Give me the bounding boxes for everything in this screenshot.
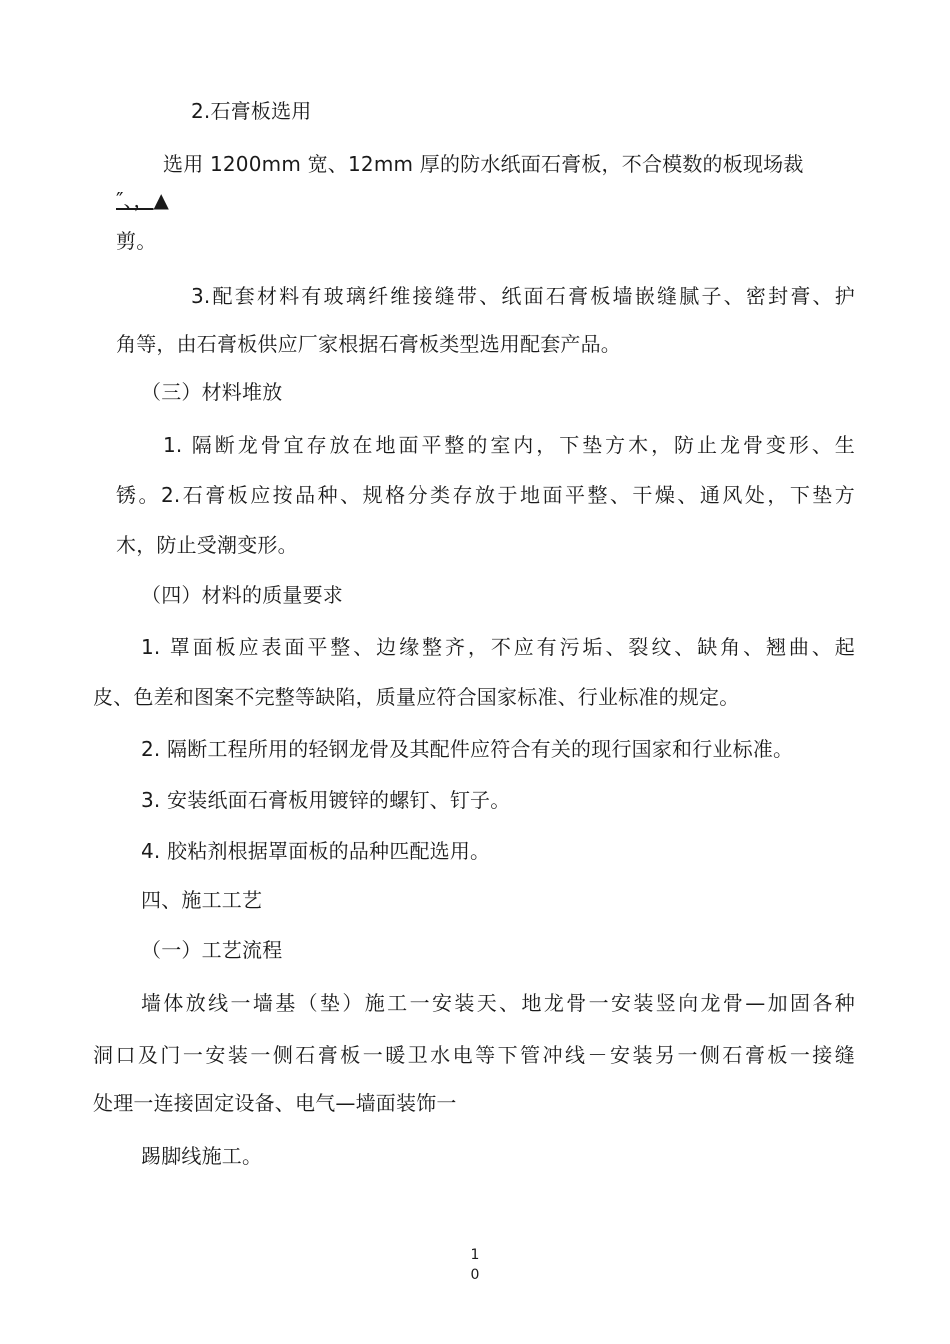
stray-punctuation: ″、， [116,188,154,212]
paragraph-line: 选用 1200mm 宽、12mm 厚的防水纸面石膏板，不合模数的板现场裁 [163,152,804,176]
page-number-digit-2: 0 [470,1267,480,1283]
section-heading-process: （一）工艺流程 [141,938,283,962]
section-heading-quality: （四）材料的质量要求 [141,583,343,607]
paragraph-line: 木，防止受潮变形。 [116,533,298,557]
stray-marks [116,187,169,213]
paragraph-line: 3.配套材料有玻璃纤维接缝带、纸面石膏板墙嵌缝腻子、密封膏、护 [191,284,855,308]
paragraph-line: 剪。 [116,229,157,253]
chapter-heading: 四、施工工艺 [141,888,263,912]
page-number-digit-1: 1 [470,1247,480,1263]
section-heading-storage: （三）材料堆放 [141,380,283,404]
paragraph-line: 墙体放线一墙基（垫）施工一安装天、地龙骨一安装竖向龙骨—加固各种 [141,991,855,1015]
paragraph-line: 踢脚线施工。 [141,1144,263,1168]
list-item: 4. 胶粘剂根据罩面板的品种匹配选用。 [141,839,491,863]
subheading-gypsum-board: 2.石膏板选用 [191,99,312,123]
list-item: 3. 安装纸面石膏板用镀锌的螺钉、钉子。 [141,788,511,812]
paragraph-line: 1. 隔断龙骨宜存放在地面平整的室内，下垫方木，防止龙骨变形、生 [163,433,855,457]
paragraph-line: 1. 罩面板应表面平整、边缘整齐，不应有污垢、裂纹、缺角、翘曲、起 [141,635,855,659]
paragraph-line: 处理一连接固定设备、电气—墙面装饰一 [93,1091,457,1115]
list-item: 2. 隔断工程所用的轻钢龙骨及其配件应符合有关的现行国家和行业标准。 [141,737,794,761]
paragraph-line: 皮、色差和图案不完整等缺陷，质量应符合国家标准、行业标准的规定。 [93,685,740,709]
paragraph-line: 锈。2.石膏板应按品种、规格分类存放于地面平整、干燥、通风处，下垫方 [116,483,855,507]
triangle-icon: ▲ [153,188,169,212]
paragraph-line: 角等，由石膏板供应厂家根据石膏板类型选用配套产品。 [116,332,621,356]
paragraph-line: 洞口及门一安装一侧石膏板一暖卫水电等下管冲线－安装另一侧石膏板一接缝 [93,1043,855,1067]
